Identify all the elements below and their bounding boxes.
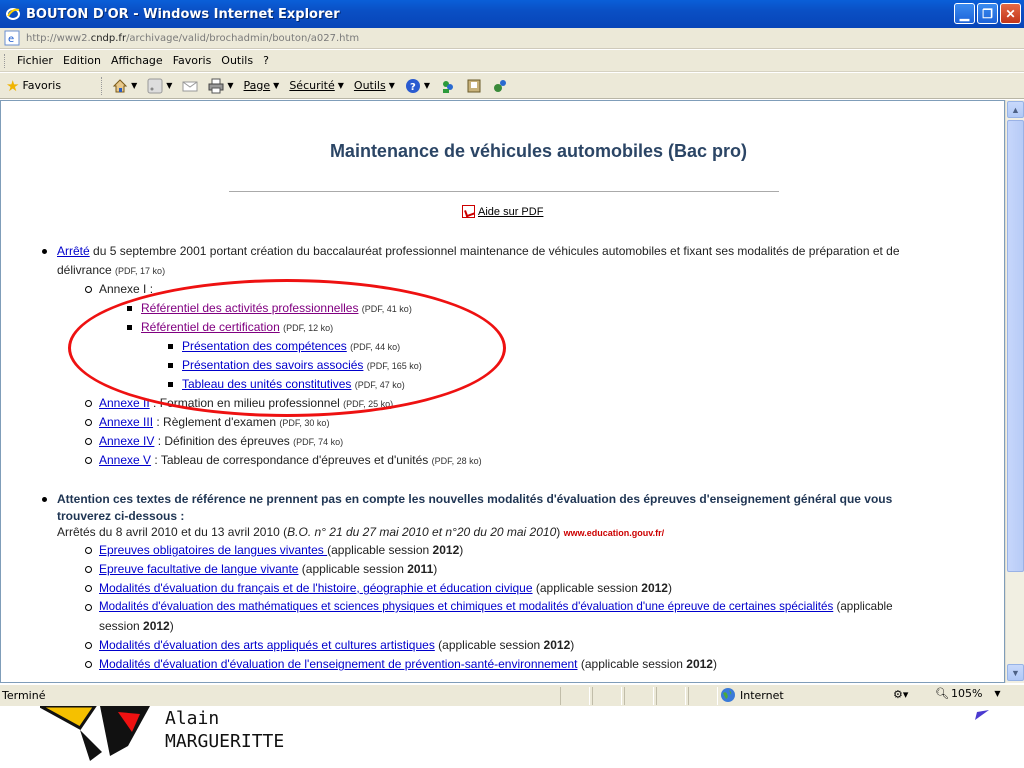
pdf-help-label: Aide sur PDF	[478, 205, 544, 218]
file-size: (PDF, 30 ko)	[279, 418, 330, 428]
circle-bullet	[85, 438, 92, 445]
globe-icon	[720, 687, 736, 703]
item4-cont	[99, 619, 174, 633]
feeds-button[interactable]	[147, 78, 172, 94]
item5	[99, 638, 574, 652]
item3-link[interactable]: Modalités d'évaluation du français et de l'histoire, géographie et éducation civique	[99, 581, 533, 595]
circle-bullet	[85, 457, 92, 464]
favorites-label: Favoris	[22, 79, 62, 92]
pres-savoirs-link[interactable]: Présentation des savoirs associés	[182, 358, 364, 372]
item6-year: 2012	[686, 657, 713, 671]
annexe4-link[interactable]: Annexe IV	[99, 434, 155, 448]
tools-menu-label: Outils	[353, 79, 386, 92]
item6-text: (applicable session	[577, 657, 687, 671]
chevron-down-icon: ▼	[273, 81, 280, 90]
annexe3-item	[99, 415, 329, 429]
scroll-up-button[interactable]	[1007, 101, 1024, 118]
zoom-control[interactable]	[935, 687, 1001, 700]
file-size: (PDF, 74 ko)	[293, 437, 344, 447]
separator	[101, 77, 102, 95]
annexe3-link[interactable]: Annexe III	[99, 415, 154, 429]
messenger-button[interactable]	[440, 78, 456, 94]
status-cell	[592, 687, 622, 705]
chevron-down-icon: ▼	[994, 689, 1001, 698]
bo-reference: B.O. n° 21 du 27 mai 2010 et n°20 du 20 mai 2010	[287, 525, 557, 539]
status-cell	[624, 687, 654, 705]
help-button[interactable]	[405, 78, 430, 94]
help-icon	[405, 78, 421, 94]
url-field[interactable]: http://www2.cndp.fr/archivage/valid/brochadmin/bouton/a027.htm	[26, 32, 360, 44]
ie-logo-icon	[4, 5, 22, 23]
window-titlebar[interactable]	[0, 0, 1024, 28]
arretes-close: )	[556, 525, 561, 539]
svg-text:?: ?	[409, 81, 416, 93]
item3-text: (applicable session	[532, 581, 642, 595]
command-bar	[0, 73, 1024, 99]
menu-favoris[interactable]: Favoris	[172, 54, 212, 67]
research-button[interactable]	[466, 78, 482, 94]
chevron-down-icon: ▼	[1011, 667, 1020, 678]
security-menu-label: Sécurité	[289, 79, 335, 92]
menu-outils[interactable]: Outils	[221, 54, 254, 67]
author-name	[165, 707, 284, 753]
author-first-name: Alain	[165, 708, 220, 729]
translate-button[interactable]	[492, 78, 508, 94]
annexe3-text: : Règlement d'examen	[153, 415, 277, 429]
scroll-down-button[interactable]	[1007, 664, 1024, 681]
item5-link[interactable]: Modalités d'évaluation des arts appliqués et cultures artistiques	[99, 638, 435, 652]
address-bar[interactable]	[0, 28, 1024, 49]
item4-link[interactable]: Modalités d'évaluation des mathématiques et sciences physiques et chimiques et modalités d'évaluation d'une épreuve de certaines spécialités	[99, 600, 834, 613]
tableau-unites-link[interactable]: Tableau des unités constitutives	[182, 377, 352, 391]
chevron-down-icon: ▼	[388, 81, 395, 90]
attention-line-1: Attention ces textes de référence ne prennent pas en compte les nouvelles modalités d'évaluation des épreuves d'enseignement général que vous	[57, 492, 893, 506]
item2-link[interactable]: Epreuve facultative de langue vivante	[99, 562, 299, 576]
close-button[interactable]	[1000, 3, 1021, 24]
close-paren: )	[433, 562, 438, 576]
arrete-line-2	[57, 263, 165, 277]
status-cell	[656, 687, 686, 705]
item3	[99, 581, 672, 595]
item1-year: 2012	[432, 543, 460, 557]
item3-year: 2012	[641, 581, 668, 595]
vertical-scrollbar[interactable]	[1005, 100, 1024, 683]
chevron-down-icon: ▼	[131, 81, 138, 90]
circle-bullet	[85, 566, 92, 573]
file-size: (PDF, 25 ko)	[343, 399, 394, 409]
home-button[interactable]	[112, 78, 137, 94]
author-last-name: MARGUERITTE	[165, 731, 285, 752]
favorites-button[interactable]	[6, 77, 61, 95]
pdf-icon	[462, 205, 475, 218]
file-size: (PDF, 12 ko)	[283, 323, 334, 333]
pdf-help-link[interactable]	[462, 205, 543, 218]
tools-menu-button[interactable]	[354, 79, 395, 92]
page-title: Maintenance de véhicules automobiles (Bac pro)	[329, 141, 748, 161]
arrete-link[interactable]: Arrêté	[57, 244, 90, 258]
close-icon: ✕	[1005, 6, 1016, 21]
circle-bullet	[85, 547, 92, 554]
scroll-thumb[interactable]	[1007, 120, 1024, 572]
annexe2-text: : Formation en milieu professionnel	[149, 396, 340, 410]
chevron-down-icon: ▼	[423, 81, 431, 90]
item4	[99, 600, 893, 613]
zoom-icon: 🔍︎	[935, 687, 949, 700]
item1-link[interactable]: Epreuves obligatoires de langues vivantes	[99, 543, 328, 557]
page-content[interactable]	[0, 100, 1005, 683]
protected-mode-icon[interactable]: ⚙▾	[893, 688, 909, 701]
annexe5-item	[99, 453, 482, 467]
circle-bullet	[85, 642, 92, 649]
status-bar	[0, 684, 1024, 706]
annexe5-text: : Tableau de correspondance d'épreuves et d'unités	[151, 453, 429, 467]
education-link[interactable]: www.education.gouv.fr/	[563, 528, 665, 538]
item2-text: (applicable session	[298, 562, 408, 576]
item5-text: (applicable session	[434, 638, 544, 652]
close-paren: )	[459, 543, 464, 557]
bullet	[42, 249, 47, 254]
svg-text:e: e	[8, 34, 15, 45]
ref-certif-link[interactable]: Référentiel de certification	[141, 320, 280, 334]
file-size: (PDF, 47 ko)	[354, 380, 405, 390]
file-size: (PDF, 17 ko)	[115, 266, 166, 276]
close-paren: )	[169, 619, 174, 633]
window-title: BOUTON D'OR - Windows Internet Explorer	[26, 6, 340, 22]
menu-affichage[interactable]: Affichage	[111, 54, 163, 67]
menu-bar	[0, 50, 1024, 72]
chevron-up-icon: ▲	[1011, 104, 1020, 115]
item6-link[interactable]: Modalités d'évaluation d'évaluation de l'enseignement de prévention-santé-environnement	[99, 657, 578, 671]
printer-icon	[208, 78, 224, 94]
annexe5-link[interactable]: Annexe V	[99, 453, 152, 467]
research-icon	[466, 78, 482, 94]
item2	[99, 562, 437, 576]
close-paren: )	[667, 581, 672, 595]
status-cell	[560, 687, 590, 705]
attention-line-2: trouverez ci-dessous :	[57, 509, 185, 523]
minimize-button[interactable]	[954, 3, 975, 24]
minimize-icon: ▁	[959, 6, 970, 21]
item1-text: (applicable session	[327, 543, 433, 557]
circle-bullet	[85, 585, 92, 592]
mail-icon	[182, 78, 198, 94]
status-text: Terminé	[2, 689, 46, 702]
arrete-line-1	[57, 244, 900, 258]
decorative-shape	[975, 706, 995, 723]
annexe2-link[interactable]: Annexe II	[99, 396, 150, 410]
restore-button[interactable]	[977, 3, 998, 24]
highlight-ellipse	[68, 279, 506, 417]
annexe1-label: Annexe I :	[99, 282, 154, 296]
item4-year: 2012	[143, 619, 170, 633]
page-menu-button[interactable]	[244, 79, 280, 92]
file-size: (PDF, 41 ko)	[361, 304, 412, 314]
circle-bullet	[85, 400, 92, 407]
messenger-icon	[440, 78, 456, 94]
annexe4-text: : Définition des épreuves	[154, 434, 290, 448]
rss-icon	[147, 78, 163, 94]
file-size: (PDF, 165 ko)	[366, 361, 422, 371]
zoom-level: 105%	[950, 687, 983, 700]
menu-fichier[interactable]: Fichier	[17, 54, 53, 67]
annexe4-item	[99, 434, 343, 448]
translate-icon	[492, 78, 508, 94]
menu-edition[interactable]: Edition	[62, 54, 102, 67]
file-size: (PDF, 44 ko)	[350, 342, 401, 352]
zone-label: Internet	[740, 688, 784, 702]
chevron-down-icon: ▼	[166, 81, 173, 90]
arretes-line	[57, 525, 664, 539]
circle-bullet	[85, 419, 92, 426]
page-icon	[4, 30, 20, 46]
star-icon: ★	[6, 76, 20, 95]
toolbar-grip[interactable]	[4, 54, 7, 68]
security-zone[interactable]	[720, 687, 784, 703]
menu-help[interactable]: ?	[263, 54, 269, 67]
arrete-text-2: délivrance	[57, 263, 112, 277]
ref-activites-link[interactable]: Référentiel des activités professionnelles	[141, 301, 359, 315]
page-menu-label: Page	[243, 79, 271, 92]
security-menu-button[interactable]	[289, 79, 344, 92]
chevron-down-icon: ▼	[337, 81, 344, 90]
item1	[99, 543, 463, 557]
item4-text-2: session	[99, 619, 144, 633]
home-icon	[112, 78, 128, 94]
arrete-text: du 5 septembre 2001 portant création du baccalauréat professionnel maintenance de véhicules automobiles et fixant ses modalités de préparation et de	[89, 244, 900, 258]
close-paren: )	[712, 657, 717, 671]
mail-button[interactable]	[182, 78, 198, 94]
file-size: (PDF, 28 ko)	[431, 456, 482, 466]
author-logo	[40, 706, 160, 768]
circle-bullet	[85, 604, 92, 611]
divider	[229, 191, 779, 192]
close-paren: )	[570, 638, 575, 652]
item4-text: (applicable	[833, 600, 893, 613]
item5-year: 2012	[543, 638, 571, 652]
chevron-down-icon: ▼	[227, 81, 234, 90]
restore-icon: ❐	[982, 6, 993, 21]
circle-bullet	[85, 286, 92, 293]
item6	[99, 657, 717, 671]
circle-bullet	[85, 661, 92, 668]
item2-year: 2011	[407, 562, 434, 576]
bullet	[42, 497, 47, 502]
print-button[interactable]	[208, 78, 233, 94]
status-cell	[688, 687, 718, 705]
arretes-text: Arrêtés du 8 avril 2010 et du 13 avril 2010 (	[57, 525, 288, 539]
pres-comp-link[interactable]: Présentation des compétences	[182, 339, 347, 353]
